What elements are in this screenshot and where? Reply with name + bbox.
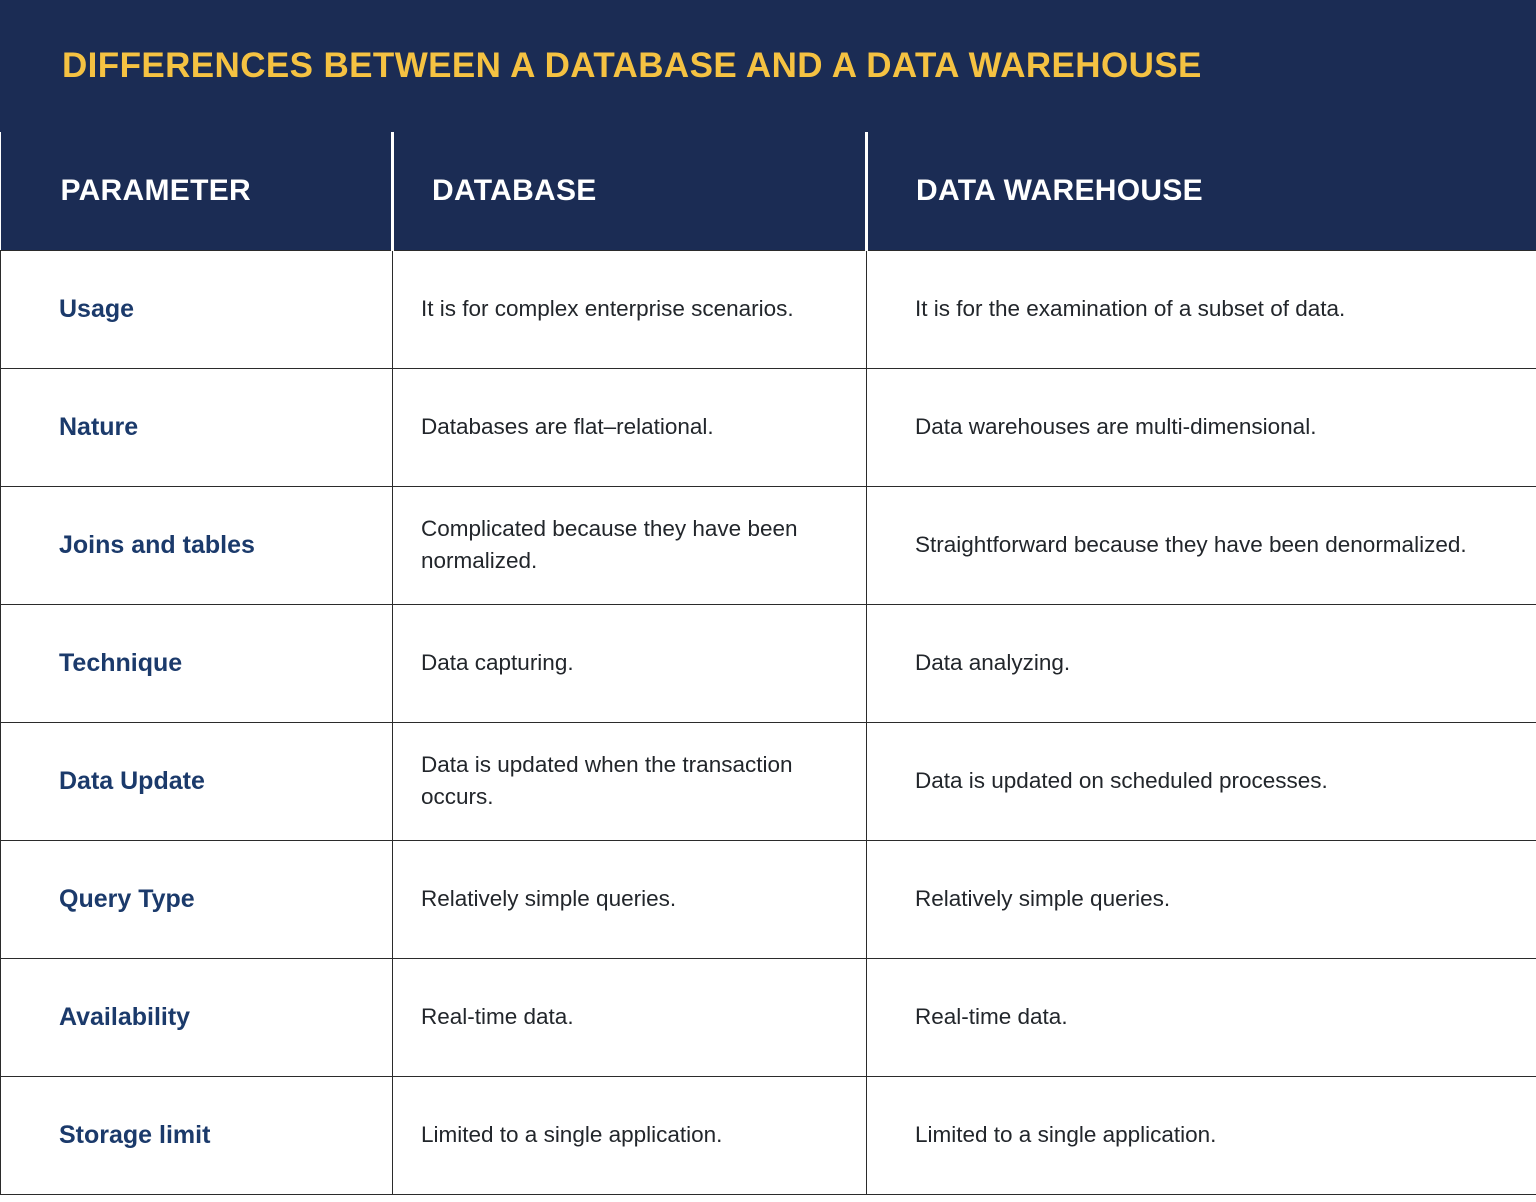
row-warehouse-value: Data is updated on scheduled processes. bbox=[867, 722, 1536, 840]
row-parameter: Query Type bbox=[1, 840, 393, 958]
row-parameter: Joins and tables bbox=[1, 486, 393, 604]
row-parameter: Technique bbox=[1, 604, 393, 722]
row-database-value: Data is updated when the transaction occurs. bbox=[393, 722, 867, 840]
row-warehouse-value: Real-time data. bbox=[867, 958, 1536, 1076]
row-database-value: It is for complex enterprise scenarios. bbox=[393, 250, 867, 368]
table-row bbox=[1, 604, 1536, 722]
table-header-row bbox=[1, 132, 1536, 250]
table-row bbox=[1, 250, 1536, 368]
row-parameter: Storage limit bbox=[1, 1076, 393, 1194]
table-row bbox=[1, 840, 1536, 958]
row-warehouse-value: Relatively simple queries. bbox=[867, 840, 1536, 958]
column-header-database: DATABASE bbox=[393, 132, 867, 250]
table-row bbox=[1, 486, 1536, 604]
table-row bbox=[1, 368, 1536, 486]
row-database-value: Relatively simple queries. bbox=[393, 840, 867, 958]
table-body bbox=[1, 250, 1536, 1194]
row-database-value: Limited to a single application. bbox=[393, 1076, 867, 1194]
table-row bbox=[1, 1076, 1536, 1194]
row-database-value: Data capturing. bbox=[393, 604, 867, 722]
row-database-value: Real-time data. bbox=[393, 958, 867, 1076]
table-header bbox=[1, 132, 1536, 250]
row-warehouse-value: Limited to a single application. bbox=[867, 1076, 1536, 1194]
title-banner bbox=[0, 0, 1536, 132]
row-parameter: Usage bbox=[1, 250, 393, 368]
comparison-table bbox=[0, 132, 1536, 1195]
row-parameter: Data Update bbox=[1, 722, 393, 840]
row-warehouse-value: Data warehouses are multi-dimensional. bbox=[867, 368, 1536, 486]
row-warehouse-value: Straightforward because they have been denormalized. bbox=[867, 486, 1536, 604]
table-row bbox=[1, 722, 1536, 840]
row-parameter: Nature bbox=[1, 368, 393, 486]
row-parameter: Availability bbox=[1, 958, 393, 1076]
column-header-parameter: PARAMETER bbox=[1, 132, 393, 250]
row-database-value: Databases are flat–relational. bbox=[393, 368, 867, 486]
row-database-value: Complicated because they have been normalized. bbox=[393, 486, 867, 604]
row-warehouse-value: Data analyzing. bbox=[867, 604, 1536, 722]
row-warehouse-value: It is for the examination of a subset of data. bbox=[867, 250, 1536, 368]
page-title: DIFFERENCES BETWEEN A DATABASE AND A DATA WAREHOUSE bbox=[62, 45, 1202, 85]
table-row bbox=[1, 958, 1536, 1076]
column-header-data-warehouse: DATA WAREHOUSE bbox=[867, 132, 1536, 250]
